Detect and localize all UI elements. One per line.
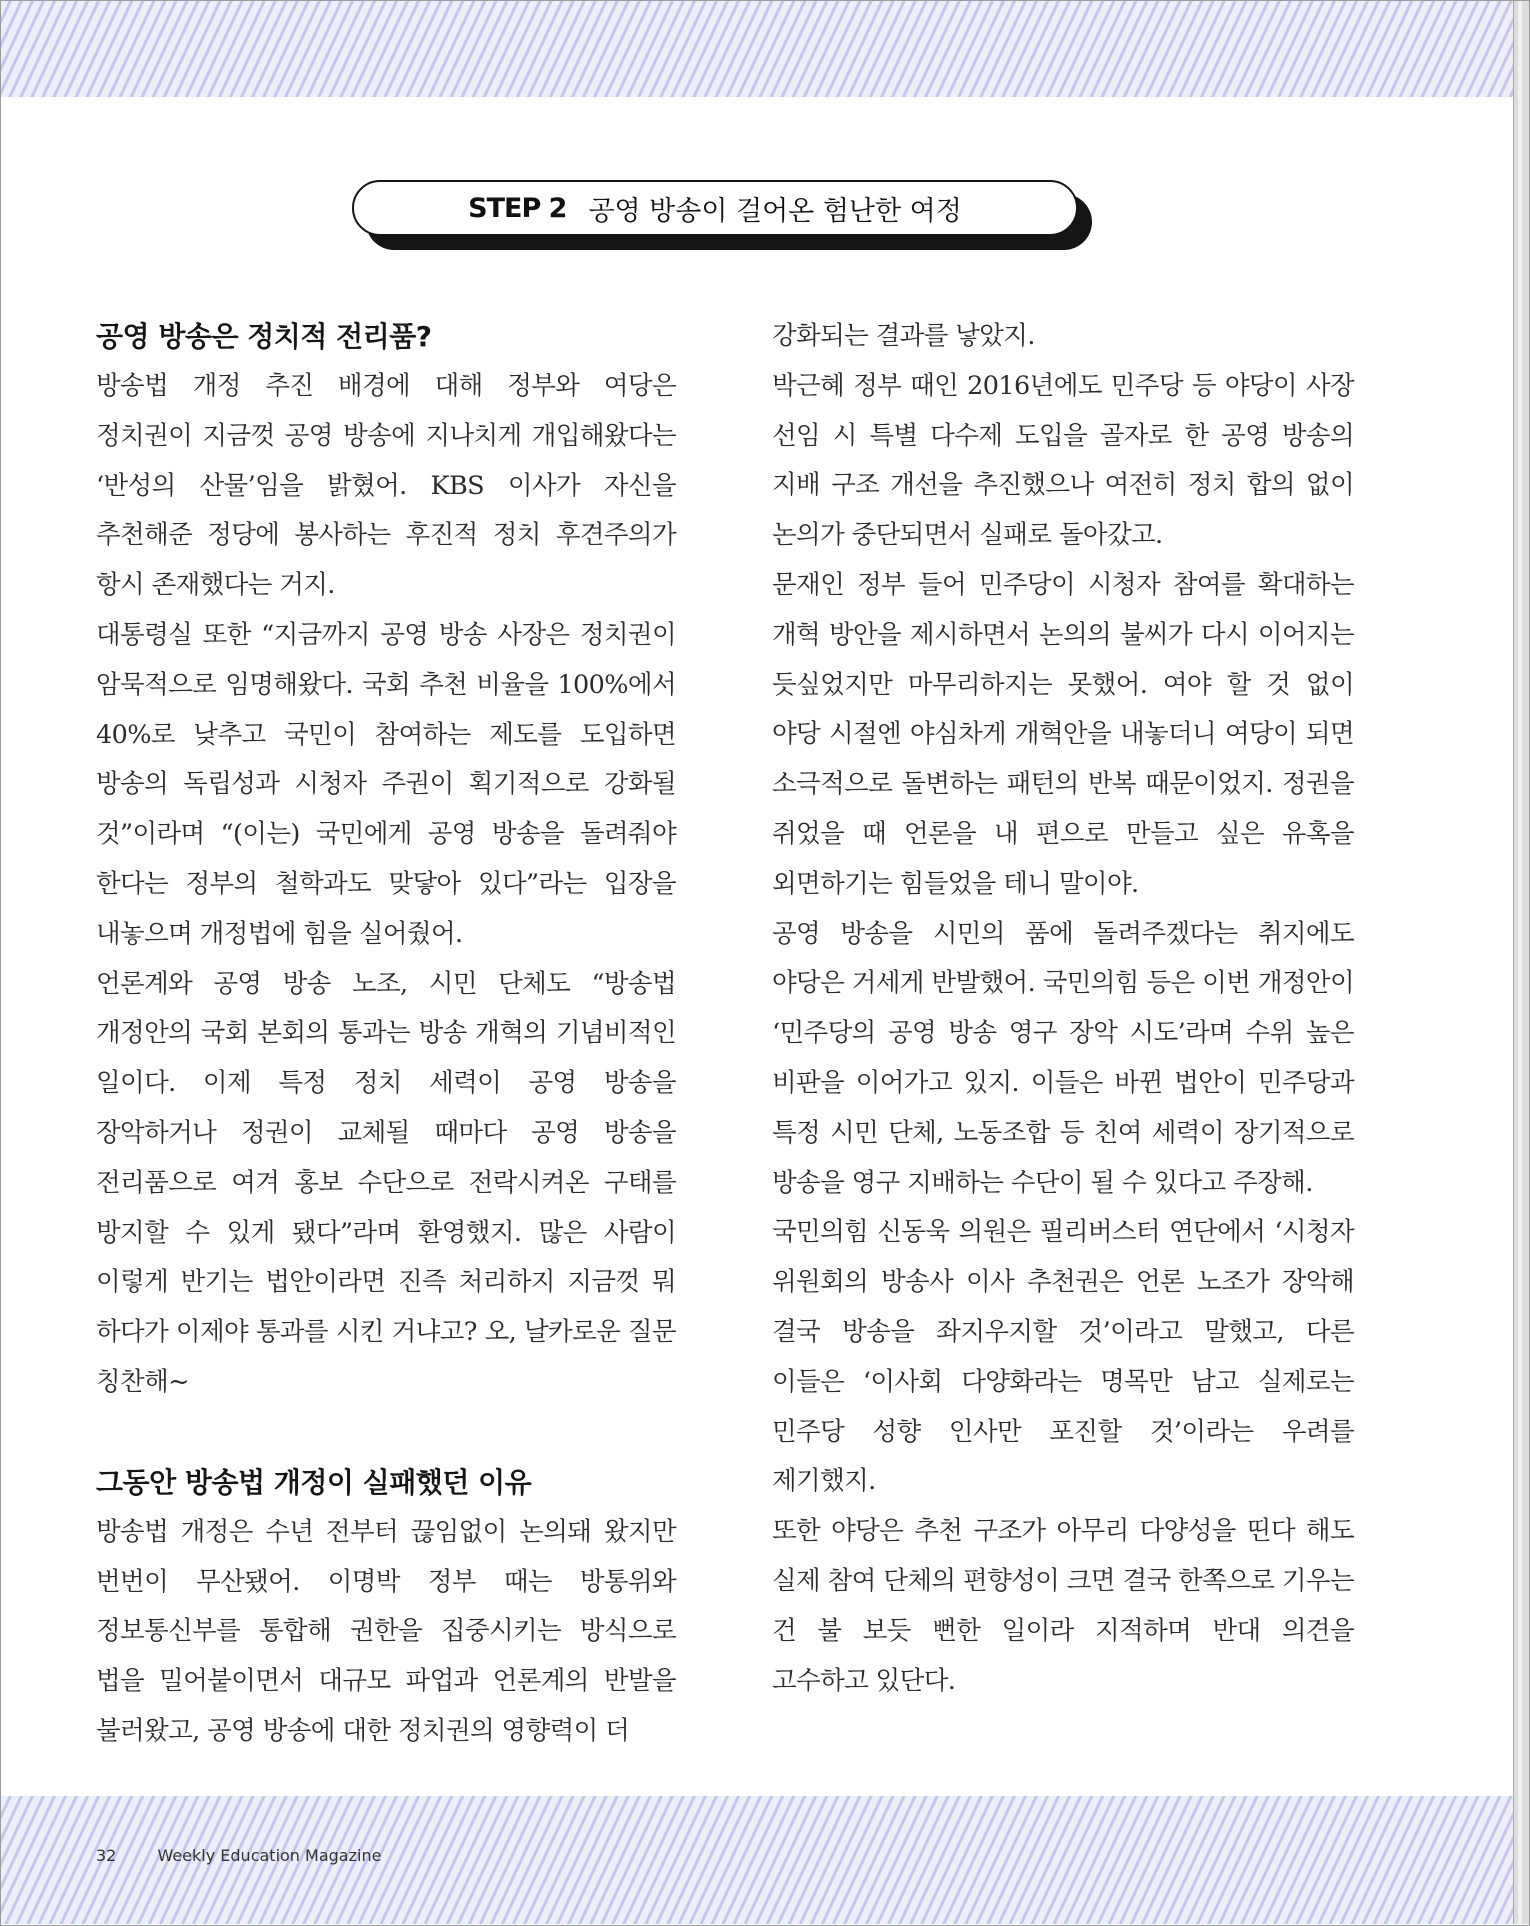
top-decorative-stripe bbox=[1, 1, 1513, 97]
body-paragraph: 국민의힘 신동욱 의원은 필리버스터 연단에서 ‘시청자 위원회의 방송사 이사 추천권은 언론 노조가 장악해 결국 방송을 좌지우지할 것’이라고 말했고, 다른 이들은 ‘이사회 다양화라는 명목만 남고 실제로는 민주당 성향 인사만 포진할 것’이라는 우려를 제기했지. bbox=[772, 1217, 1354, 1497]
body-paragraph: 또한 야당은 추천 구조가 아무리 다양성을 띤다 해도 실제 참여 단체의 편향성이 크면 결국 한쪽으로 기우는 건 불 보듯 뻔한 일이라 지적하며 반대 의견을 고수하고 있단다. bbox=[772, 1516, 1354, 1696]
body-paragraph: 강화되는 결과를 낳았지. bbox=[772, 321, 1035, 351]
step-title: 공영 방송이 걸어온 험난한 여정 bbox=[588, 195, 962, 227]
body-paragraph: 대통령실 또한 “지금까지 공영 방송 사장은 정치권이 암묵적으로 임명해왔다. 국회 추천 비율을 100%에서 40%로 낮추고 국민이 참여하는 제도를 도입하면 방송의 독립성과 시청자 주권이 획기적으로 강화될 것”이라며 “(이는) 국민에게 공영 방송을 돌려줘야 한다는 정부의 철학과도 맞닿아 있다”라는 입장을 내놓으며 개정법에 힘을 실어줬어. bbox=[96, 619, 676, 949]
left-column bbox=[96, 312, 676, 1757]
section-heading-political-trophy: 공영 방송은 정치적 전리품? bbox=[96, 320, 432, 353]
section-heading-failure-reasons: 그동안 방송법 개정이 실패했던 이유 bbox=[96, 1465, 532, 1499]
right-column bbox=[772, 312, 1354, 1706]
step-header-pill bbox=[352, 180, 1078, 236]
page-number: 32 bbox=[96, 1846, 117, 1865]
body-paragraph: 문재인 정부 들어 민주당이 시청자 참여를 확대하는 개혁 방안을 제시하면서 논의의 불씨가 다시 이어지는 듯싶었지만 마무리하지는 못했어. 여야 할 것 없이 야당 시절엔 야심차게 개혁안을 내놓더니 여당이 되면 소극적으로 돌변하는 패턴의 반복 때문이었지. 정권을 쥐었을 때 언론을 내 편으로 만들고 싶은 유혹을 외면하기는 힘들었을 테니 말이야. bbox=[772, 569, 1354, 899]
page-footer bbox=[96, 1846, 381, 1865]
body-paragraph: 공영 방송을 시민의 품에 돌려주겠다는 취지에도 야당은 거세게 반발했어. 국민의힘 등은 이번 개정안이 ‘민주당의 공영 방송 영구 장악 시도’라며 수위 높은 비판을 이어가고 있지. 이들은 바뀐 법안이 민주당과 특정 시민 단체, 노동조합 등 친여 세력이 장기적으로 방송을 영구 지배하는 수단이 될 수 있다고 주장해. bbox=[772, 918, 1354, 1198]
step-header bbox=[352, 180, 1094, 252]
step-label: STEP 2 bbox=[468, 192, 567, 224]
page-binding-edge bbox=[1513, 1, 1529, 1924]
magazine-name: Weekly Education Magazine bbox=[157, 1846, 382, 1865]
body-paragraph: 방송법 개정 추진 배경에 대해 정부와 여당은 정치권이 지금껏 공영 방송에 지나치게 개입해왔다는 ‘반성의 산물’임을 밝혔어. KBS 이사가 자신을 추천해준 정당에 봉사하는 후진적 정치 후견주의가 항시 존재했다는 거지. bbox=[96, 371, 676, 601]
body-paragraph: 언론계와 공영 방송 노조, 시민 단체도 “방송법 개정안의 국회 본회의 통과는 방송 개혁의 기념비적인 일이다. 이제 특정 정치 세력이 공영 방송을 장악하거나 정권이 교체될 때마다 공영 방송을 전리품으로 여겨 홍보 수단으로 전락시켜온 구태를 방지할 수 있게 됐다”라며 환영했지. 많은 사람이 이렇게 반기는 법안이라면 진즉 처리하지 지금껏 뭐 하다가 이제야 통과를 시킨 거냐고? 오, 날카로운 질문 칭찬해~ bbox=[96, 968, 676, 1397]
body-paragraph: 방송법 개정은 수년 전부터 끊임없이 논의돼 왔지만 번번이 무산됐어. 이명박 정부 때는 방통위와 정보통신부를 통합해 권한을 집중시키는 방식으로 법을 밀어붙이면서 대규모 파업과 언론계의 반발을 불러왔고, 공영 방송에 대한 정치권의 영향력이 더 bbox=[96, 1516, 676, 1746]
body-paragraph: 박근혜 정부 때인 2016년에도 민주당 등 야당이 사장 선임 시 특별 다수제 도입을 골자로 한 공영 방송의 지배 구조 개선을 추진했으나 여전히 정치 합의 없이 논의가 중단되면서 실패로 돌아갔고. bbox=[772, 370, 1354, 551]
